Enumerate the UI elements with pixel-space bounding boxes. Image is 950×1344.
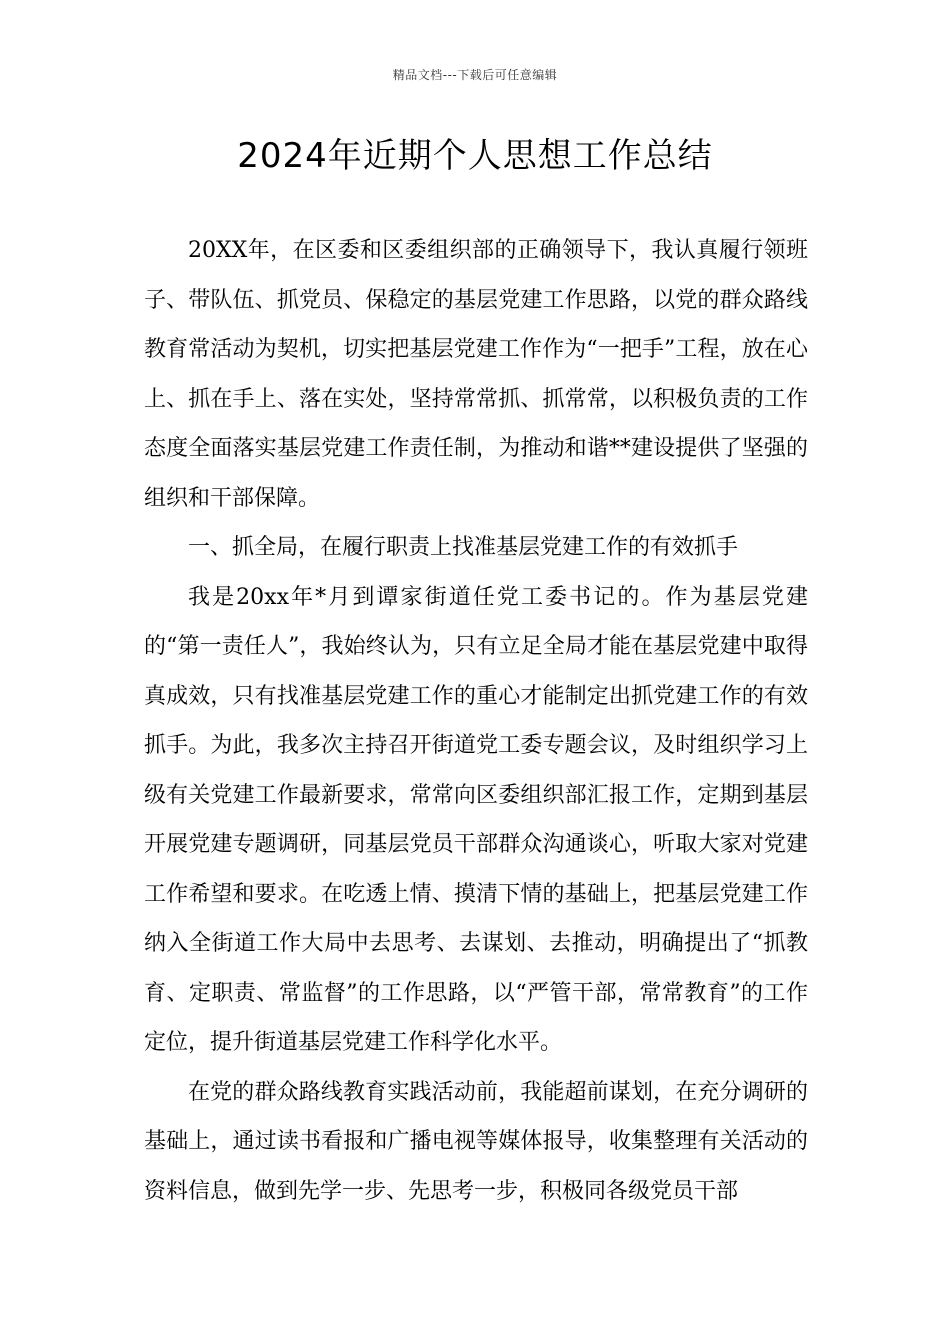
paragraph-section-1: 我是20xx年*月到谭家街道任党工委书记的。作为基层党建的“第一责任人”，我始终认为，只有立足全局才能在基层党建中取得真成效，只有找准基层党建工作的重心才能制定出抓党建工作的有效抓手。为此，我多次主持召开街道党工委专题会议，及时组织学习上级有关党建工作最新要求，常常向区委组织部汇报工作，定期到基层开展党建专题调研，同基层党员干部群众沟通谈心，听取大家对党建工作希望和要求。在吃透上情、摸清下情的基础上，把基层党建工作纳入全街道工作大局中去思考、去谋划、去推动，明确提出了“抓教育、定职责、常监督”的工作思路，以“严管干部，常常教育”的工作定位，提升街道基层党建工作科学化水平。 — [144, 584, 808, 1055]
header-note: 精品文档---下载后可任意编辑 — [392, 68, 558, 82]
paragraph-campaign: 在党的群众路线教育实践活动前，我能超前谋划，在充分调研的基础上，通过读书看报和广播电视等媒体报导，收集整理有关活动的资料信息，做到先学一步、先思考一步，积极同各级党员干部 — [144, 1079, 808, 1204]
document-body — [144, 226, 808, 1216]
paragraph-intro: 20XX年，在区委和区委组织部的正确领导下，我认真履行领班子、带队伍、抓党员、保稳定的基层党建工作思路，以党的群众路线教育常活动为契机，切实把基层党建工作作为“一把手”工程，放在心上、抓在手上、落在实处，坚持常常抓、抓常常，以积极负责的工作态度全面落实基层党建工作责任制，为推动和谐**建设提供了坚强的组织和干部保障。 — [144, 238, 808, 511]
section-heading-1: 一、抓全局，在履行职责上找准基层党建工作的有效抓手 — [188, 535, 739, 560]
document-title: 2024年近期个人思想工作总结 — [237, 136, 713, 176]
